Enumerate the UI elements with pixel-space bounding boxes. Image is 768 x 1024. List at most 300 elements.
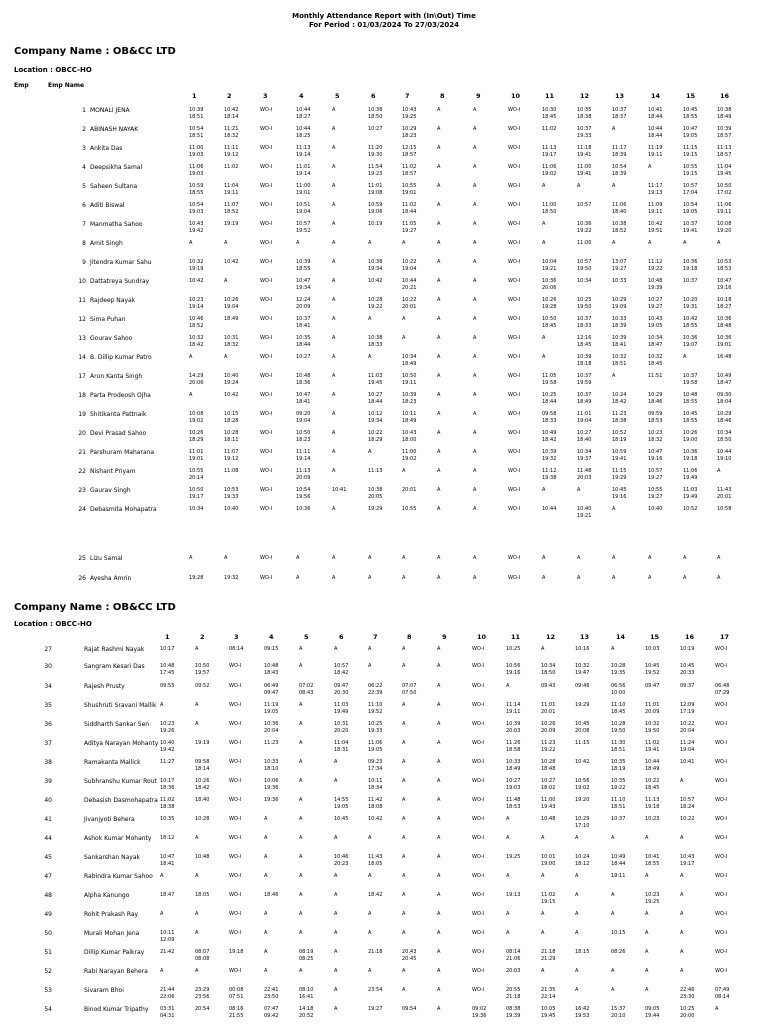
attendance-cell: 10:41 18:55 — [645, 854, 660, 867]
attendance-cell: 18:42 — [368, 892, 383, 898]
attendance-cell: WO-I — [508, 240, 521, 246]
attendance-cell: 10:38 18:33 — [368, 335, 383, 348]
attendance-cell: A — [299, 721, 303, 727]
attendance-cell: A — [541, 873, 545, 879]
attendance-cell: A — [645, 911, 649, 917]
attendance-cell: 18:05 — [195, 892, 210, 898]
attendance-cell: 10:35 18:44 — [296, 335, 311, 348]
attendance-cell: A — [160, 911, 164, 917]
attendance-cell: A — [264, 854, 268, 860]
attendance-cell: A — [334, 930, 338, 936]
attendance-cell: A — [437, 392, 441, 398]
attendance-cell: WO-I — [229, 683, 242, 689]
attendance-cell: A — [541, 835, 545, 841]
attendance-cell: 10:39 18:41 — [612, 335, 627, 348]
attendance-cell: A — [437, 835, 441, 841]
attendance-cell: 10:28 19:35 — [611, 663, 626, 676]
attendance-cell: A — [332, 297, 336, 303]
attendance-cell: A — [683, 240, 687, 246]
attendance-cell: 10:36 19:22 — [577, 221, 592, 234]
attendance-cell: 10:46 18:52 — [189, 316, 204, 329]
attendance-cell: A — [473, 575, 477, 581]
attendance-cell: A — [437, 873, 441, 879]
attendance-cell: A — [332, 468, 336, 474]
attendance-cell: WO-I — [508, 335, 521, 341]
attendance-cell: WO-I — [508, 202, 521, 208]
emp-number: 51 — [44, 949, 52, 956]
attendance-cell: 10:57 19:27 — [648, 468, 663, 481]
attendance-cell: 11:24 19:04 — [680, 740, 695, 753]
attendance-cell: WO-I — [508, 468, 521, 474]
attendance-cell: 11:13 20:09 — [296, 468, 311, 481]
attendance-cell: A — [437, 430, 441, 436]
attendance-cell: 09:30 18:04 — [717, 392, 732, 405]
attendance-cell: 11:20 19:30 — [368, 145, 383, 158]
day-header: 6 — [371, 92, 376, 100]
attendance-cell: 20:55 21:18 — [506, 987, 521, 1000]
attendance-cell: A — [264, 816, 268, 822]
attendance-cell: 11:27 — [160, 759, 175, 765]
attendance-cell: 10:33 — [612, 278, 627, 284]
attendance-cell: A — [680, 873, 684, 879]
attendance-cell: WO-I — [508, 297, 521, 303]
attendance-cell: WO-I — [715, 873, 728, 879]
attendance-cell: 12:24 20:09 — [296, 297, 311, 310]
attendance-cell: 10:55 19:15 — [683, 164, 698, 177]
attendance-cell: A — [332, 392, 336, 398]
attendance-cell: A — [332, 354, 336, 360]
attendance-cell: 10:26 18:42 — [195, 778, 210, 791]
attendance-cell: WO-I — [508, 506, 521, 512]
attendance-cell: WO-I — [508, 107, 521, 113]
attendance-cell: 11:05 19:58 — [542, 373, 557, 386]
attendance-cell: A — [717, 575, 721, 581]
emp-name: Amit Singh — [90, 240, 123, 247]
attendance-cell: 11:06 18:40 — [612, 202, 627, 215]
day-header: 1 — [192, 92, 197, 100]
attendance-cell: A — [368, 316, 372, 322]
attendance-cell: WO-I — [229, 930, 242, 936]
attendance-cell: 10:27 18:40 — [577, 430, 592, 443]
attendance-cell: 20:54 — [195, 1006, 210, 1012]
attendance-cell: 10:34 19:37 — [577, 449, 592, 462]
attendance-cell: WO-I — [260, 221, 273, 227]
attendance-cell: A — [368, 930, 372, 936]
attendance-cell: 10:40 — [648, 506, 663, 512]
attendance-cell: A — [368, 575, 372, 581]
attendance-cell: 10:36 19:01 — [717, 335, 732, 348]
attendance-cell: WO-I — [260, 126, 273, 132]
attendance-cell: 11:08 — [224, 468, 239, 474]
attendance-cell: A — [717, 240, 721, 246]
attendance-cell: 10:45 19:52 — [645, 663, 660, 676]
day-header: 3 — [234, 633, 239, 641]
emp-number: 22 — [78, 468, 86, 475]
attendance-cell: WO-I — [229, 873, 242, 879]
attendance-cell: A — [437, 373, 441, 379]
attendance-cell: A — [473, 354, 477, 360]
attendance-cell: A — [473, 449, 477, 455]
attendance-cell: A — [542, 240, 546, 246]
emp-name-header: Emp Name — [48, 82, 85, 89]
attendance-cell: WO-I — [715, 968, 728, 974]
attendance-cell: 19:29 — [575, 702, 590, 708]
attendance-cell: A — [473, 316, 477, 322]
attendance-cell: 11:07 19:12 — [224, 449, 239, 462]
attendance-cell: A — [473, 107, 477, 113]
emp-number: 10 — [78, 278, 86, 285]
attendance-cell: A — [473, 468, 477, 474]
day-header: 14 — [651, 92, 661, 100]
attendance-cell: A — [332, 373, 336, 379]
attendance-cell: 10:12 19:34 — [368, 411, 383, 424]
emp-number: 34 — [44, 683, 52, 690]
attendance-cell: 11:01 20:01 — [541, 702, 556, 715]
attendance-cell: 10:26 19:28 — [542, 297, 557, 310]
attendance-cell: A — [437, 354, 441, 360]
attendance-cell: A — [437, 506, 441, 512]
attendance-cell: A — [645, 968, 649, 974]
attendance-cell: 10:56 19:16 — [506, 663, 521, 676]
attendance-cell: A — [332, 183, 336, 189]
attendance-cell: 10:08 19:20 — [717, 221, 732, 234]
attendance-cell: A — [473, 297, 477, 303]
emp-number: 30 — [44, 663, 52, 670]
emp-name: Manmatha Sahoo — [90, 221, 143, 228]
attendance-cell: 10:19 — [680, 646, 695, 652]
attendance-cell: A — [189, 392, 193, 398]
emp-number: 50 — [44, 930, 52, 937]
attendance-cell: 10:11 18:49 — [402, 411, 417, 424]
attendance-cell: A — [332, 575, 336, 581]
attendance-cell: 10:37 19:59 — [577, 373, 592, 386]
attendance-cell: 08:38 19:39 — [506, 1006, 521, 1019]
attendance-cell: WO-I — [472, 721, 485, 727]
attendance-cell: 10:27 — [368, 126, 383, 132]
attendance-cell: 11:07 18:52 — [224, 202, 239, 215]
emp-number: 9 — [82, 259, 86, 266]
attendance-cell: A — [437, 949, 441, 955]
attendance-cell: WO-I — [715, 892, 728, 898]
attendance-cell: 11:03 19:45 — [368, 373, 383, 386]
attendance-cell: 18:49 — [224, 316, 239, 322]
attendance-cell: A — [299, 702, 303, 708]
emp-number: 37 — [44, 740, 52, 747]
attendance-cell: 10:57 — [577, 202, 592, 208]
attendance-cell: WO-I — [472, 968, 485, 974]
attendance-cell: 11:01 19:14 — [296, 164, 311, 177]
attendance-cell: 10:31 18:32 — [224, 335, 239, 348]
attendance-cell: A — [332, 259, 336, 265]
attendance-cell: A — [402, 240, 406, 246]
attendance-cell: 11:04 18:31 — [334, 740, 349, 753]
attendance-cell: A — [437, 411, 441, 417]
attendance-cell: 19:27 — [368, 1006, 383, 1012]
attendance-cell: A — [437, 555, 441, 561]
day-header: 2 — [227, 92, 232, 100]
attendance-cell: A — [195, 721, 199, 727]
emp-number: 45 — [44, 854, 52, 861]
attendance-cell: A — [437, 575, 441, 581]
attendance-cell: 10:42 — [224, 259, 239, 265]
attendance-cell: A — [575, 911, 579, 917]
attendance-cell: A — [473, 373, 477, 379]
attendance-cell: 10:44 18:44 — [648, 126, 663, 139]
attendance-cell: 10:42 18:14 — [224, 107, 239, 120]
attendance-cell: 19:29 — [368, 506, 383, 512]
attendance-cell: 11:48 18:53 — [506, 797, 521, 810]
attendance-cell: 10:37 — [683, 278, 698, 284]
report-period: For Period : 01/03/2024 To 27/03/2024 — [308, 21, 460, 29]
attendance-cell: 10:48 18:55 — [683, 392, 698, 405]
attendance-cell: A — [195, 835, 199, 841]
emp-name: Parta Prodeosh Ojha — [90, 392, 151, 399]
emp-name: Siddharth Sankar Sen — [84, 721, 150, 728]
emp-name: Dattatreya Sundray — [90, 278, 150, 285]
attendance-cell: A — [645, 835, 649, 841]
attendance-cell: WO-I — [715, 721, 728, 727]
attendance-cell: A — [334, 873, 338, 879]
attendance-cell: 10:52 — [683, 506, 698, 512]
attendance-cell: 10:57 17:04 — [683, 183, 698, 196]
attendance-cell: 10:34 18:47 — [648, 335, 663, 348]
emp-number: 48 — [44, 892, 52, 899]
emp-name: Gaurav Singh — [90, 487, 131, 494]
attendance-cell: 10:47 18:41 — [296, 392, 311, 405]
attendance-cell: 10:40 19:42 — [160, 740, 175, 753]
attendance-cell: 10:29 18:46 — [648, 392, 663, 405]
day-header: 13 — [580, 633, 590, 641]
attendance-cell: WO-I — [260, 183, 273, 189]
attendance-cell: A — [611, 892, 615, 898]
attendance-cell: A — [506, 683, 510, 689]
attendance-cell: 23:54 — [368, 987, 383, 993]
attendance-cell: 10:28 18:11 — [224, 430, 239, 443]
attendance-cell: 10:04 19:21 — [542, 259, 557, 272]
day-header: 9 — [476, 92, 481, 100]
attendance-cell: 10:57 19:52 — [296, 221, 311, 234]
attendance-cell: A — [683, 555, 687, 561]
attendance-cell: A — [402, 335, 406, 341]
attendance-cell: A — [368, 663, 372, 669]
attendance-cell: A — [402, 575, 406, 581]
attendance-cell: 06:22 22:39 — [368, 683, 383, 696]
attendance-cell: WO-I — [229, 797, 242, 803]
attendance-cell: A — [332, 316, 336, 322]
attendance-cell: 10:35 18:19 — [611, 759, 626, 772]
attendance-cell: 10:58 — [717, 506, 732, 512]
attendance-cell: WO-I — [472, 930, 485, 936]
attendance-cell: 10:40 19:24 — [224, 373, 239, 386]
attendance-cell: 08:16 21:55 — [229, 1006, 244, 1019]
attendance-cell: 07:02 08:43 — [299, 683, 314, 696]
attendance-cell: 11:51 — [648, 373, 663, 379]
attendance-cell: A — [473, 240, 477, 246]
attendance-cell: A — [334, 646, 338, 652]
attendance-cell: 10:36 — [296, 506, 311, 512]
attendance-cell: 11:30 18:51 — [611, 740, 626, 753]
emp-number: 11 — [78, 297, 86, 304]
attendance-cell: 10:43 19:42 — [189, 221, 204, 234]
attendance-cell: A — [473, 145, 477, 151]
attendance-cell: 10:33 18:10 — [264, 759, 279, 772]
attendance-cell: 14:29 20:06 — [189, 373, 204, 386]
attendance-cell: 11:02 — [542, 126, 557, 132]
attendance-cell: A — [402, 702, 406, 708]
attendance-cell: A — [611, 646, 615, 652]
attendance-cell: WO-I — [260, 240, 273, 246]
attendance-cell: A — [541, 968, 545, 974]
attendance-cell: 11:23 19:22 — [541, 740, 556, 753]
emp-name: Shushruti Sravani Mallik — [84, 702, 157, 709]
attendance-cell: A — [437, 892, 441, 898]
attendance-cell: WO-I — [508, 145, 521, 151]
attendance-cell: 08:07 08:08 — [195, 949, 210, 962]
attendance-cell: A — [299, 740, 303, 746]
attendance-cell: WO-I — [260, 202, 273, 208]
emp-name: Dillip Kumar Paikray — [84, 949, 145, 956]
attendance-cell: A — [299, 778, 303, 784]
attendance-cell: 09:20 19:04 — [296, 411, 311, 424]
attendance-cell: 11:23 — [264, 740, 279, 746]
attendance-cell: 10:27 19:03 — [506, 778, 521, 791]
attendance-cell: A — [189, 240, 193, 246]
day-header: 14 — [616, 633, 626, 641]
attendance-cell: A — [332, 202, 336, 208]
emp-number: 19 — [78, 411, 86, 418]
emp-name: Aditya Narayan Mohanty — [84, 740, 159, 747]
attendance-cell: 10:45 — [334, 816, 349, 822]
attendance-cell: A — [264, 835, 268, 841]
attendance-cell: WO-I — [260, 555, 273, 561]
emp-name: Sankarshan Nayak — [84, 854, 140, 861]
attendance-cell: 10:57 18:42 — [334, 663, 349, 676]
attendance-cell: A — [299, 835, 303, 841]
attendance-cell: A — [264, 911, 268, 917]
attendance-cell: A — [437, 145, 441, 151]
attendance-cell: 10:41 — [680, 759, 695, 765]
attendance-cell: 10:22 19:04 — [402, 259, 417, 272]
attendance-cell: A — [437, 487, 441, 493]
attendance-cell: 11:01 20:09 — [645, 702, 660, 715]
attendance-cell: A — [296, 240, 300, 246]
emp-name: Rajdeep Nayak — [90, 297, 136, 304]
attendance-cell: A — [437, 126, 441, 132]
attendance-cell: 21:35 22:14 — [541, 987, 556, 1000]
attendance-cell: A — [645, 930, 649, 936]
section-2-location: Location : OBCC-HO — [14, 620, 92, 628]
attendance-cell: 11:04 19:11 — [224, 183, 239, 196]
attendance-cell: 10:48 17:45 — [160, 663, 175, 676]
attendance-cell: A — [473, 411, 477, 417]
attendance-cell: A — [473, 259, 477, 265]
attendance-cell: 19:20 — [575, 797, 590, 803]
attendance-cell: 10:48 18:36 — [296, 373, 311, 386]
attendance-cell: WO-I — [715, 911, 728, 917]
attendance-cell: 10:31 20:20 — [334, 721, 349, 734]
attendance-cell: A — [542, 335, 546, 341]
attendance-cell: WO-I — [715, 759, 728, 765]
attendance-cell: 10:42 19:51 — [648, 221, 663, 234]
attendance-cell: WO-I — [260, 373, 273, 379]
attendance-cell: 11:48 20:03 — [577, 468, 592, 481]
attendance-cell: 11:10 18:51 — [611, 797, 626, 810]
attendance-cell: A — [402, 663, 406, 669]
attendance-cell: 10:32 18:42 — [189, 335, 204, 348]
attendance-cell: 11:13 19:17 — [542, 145, 557, 158]
attendance-cell: 10:34 18:50 — [541, 663, 556, 676]
attendance-cell: 18:15 — [575, 949, 590, 955]
attendance-cell: A — [402, 930, 406, 936]
attendance-cell: 07:47 09:42 — [264, 1006, 279, 1019]
attendance-cell: A — [402, 911, 406, 917]
attendance-cell: 11:12 19:38 — [542, 468, 557, 481]
attendance-cell: A — [368, 646, 372, 652]
emp-number: 18 — [78, 392, 86, 399]
emp-number: 53 — [44, 987, 52, 994]
attendance-cell: A — [334, 759, 338, 765]
attendance-cell: WO-I — [472, 683, 485, 689]
attendance-cell: A — [437, 278, 441, 284]
attendance-cell: A — [224, 354, 228, 360]
attendance-cell: A — [683, 575, 687, 581]
attendance-cell: A — [402, 468, 406, 474]
emp-name: Rajesh Prusty — [84, 683, 125, 690]
emp-number: 27 — [44, 646, 52, 653]
attendance-cell: 10:39 18:51 — [189, 107, 204, 120]
day-header: 3 — [263, 92, 268, 100]
attendance-cell: A — [437, 702, 441, 708]
attendance-cell: A — [437, 987, 441, 993]
emp-name: Ayesha Amrin — [90, 575, 132, 582]
attendance-cell: A — [332, 449, 336, 455]
attendance-cell: WO-I — [229, 740, 242, 746]
attendance-cell: A — [648, 164, 652, 170]
emp-name: Aditi Biswal — [90, 202, 125, 209]
attendance-cell: 10:29 18:46 — [717, 411, 732, 424]
attendance-cell: 10:54 19:56 — [296, 487, 311, 500]
attendance-cell: 11:15 19:15 — [683, 145, 698, 158]
attendance-cell: 10:49 18:44 — [611, 854, 626, 867]
attendance-cell: 19:28 — [189, 575, 204, 581]
attendance-cell: 10:28 18:48 — [541, 759, 556, 772]
attendance-cell: 10:23 — [645, 816, 660, 822]
emp-number: 17 — [78, 373, 86, 380]
attendance-cell: 10:53 19:33 — [224, 487, 239, 500]
attendance-cell: A — [332, 240, 336, 246]
attendance-cell: A — [437, 683, 441, 689]
attendance-cell: 10:51 19:04 — [296, 202, 311, 215]
attendance-cell: A — [334, 892, 338, 898]
emp-name: Jitendra Kumar Sahu — [90, 259, 152, 266]
attendance-cell: WO-I — [472, 740, 485, 746]
emp-name: Lizu Samal — [90, 555, 123, 562]
attendance-cell: A — [717, 555, 721, 561]
attendance-cell: A — [264, 873, 268, 879]
attendance-cell: A — [299, 816, 303, 822]
attendance-cell: A — [542, 183, 546, 189]
attendance-cell: 10:55 — [402, 506, 417, 512]
attendance-cell: A — [334, 911, 338, 917]
attendance-cell: 10:15 18:28 — [224, 411, 239, 424]
attendance-cell: A — [575, 835, 579, 841]
attendance-cell: 10:16 — [575, 646, 590, 652]
attendance-cell: WO-I — [508, 575, 521, 581]
attendance-cell: WO-I — [229, 816, 242, 822]
attendance-cell: WO-I — [715, 835, 728, 841]
attendance-cell: 10:26 18:29 — [189, 430, 204, 443]
day-header: 10 — [477, 633, 487, 641]
